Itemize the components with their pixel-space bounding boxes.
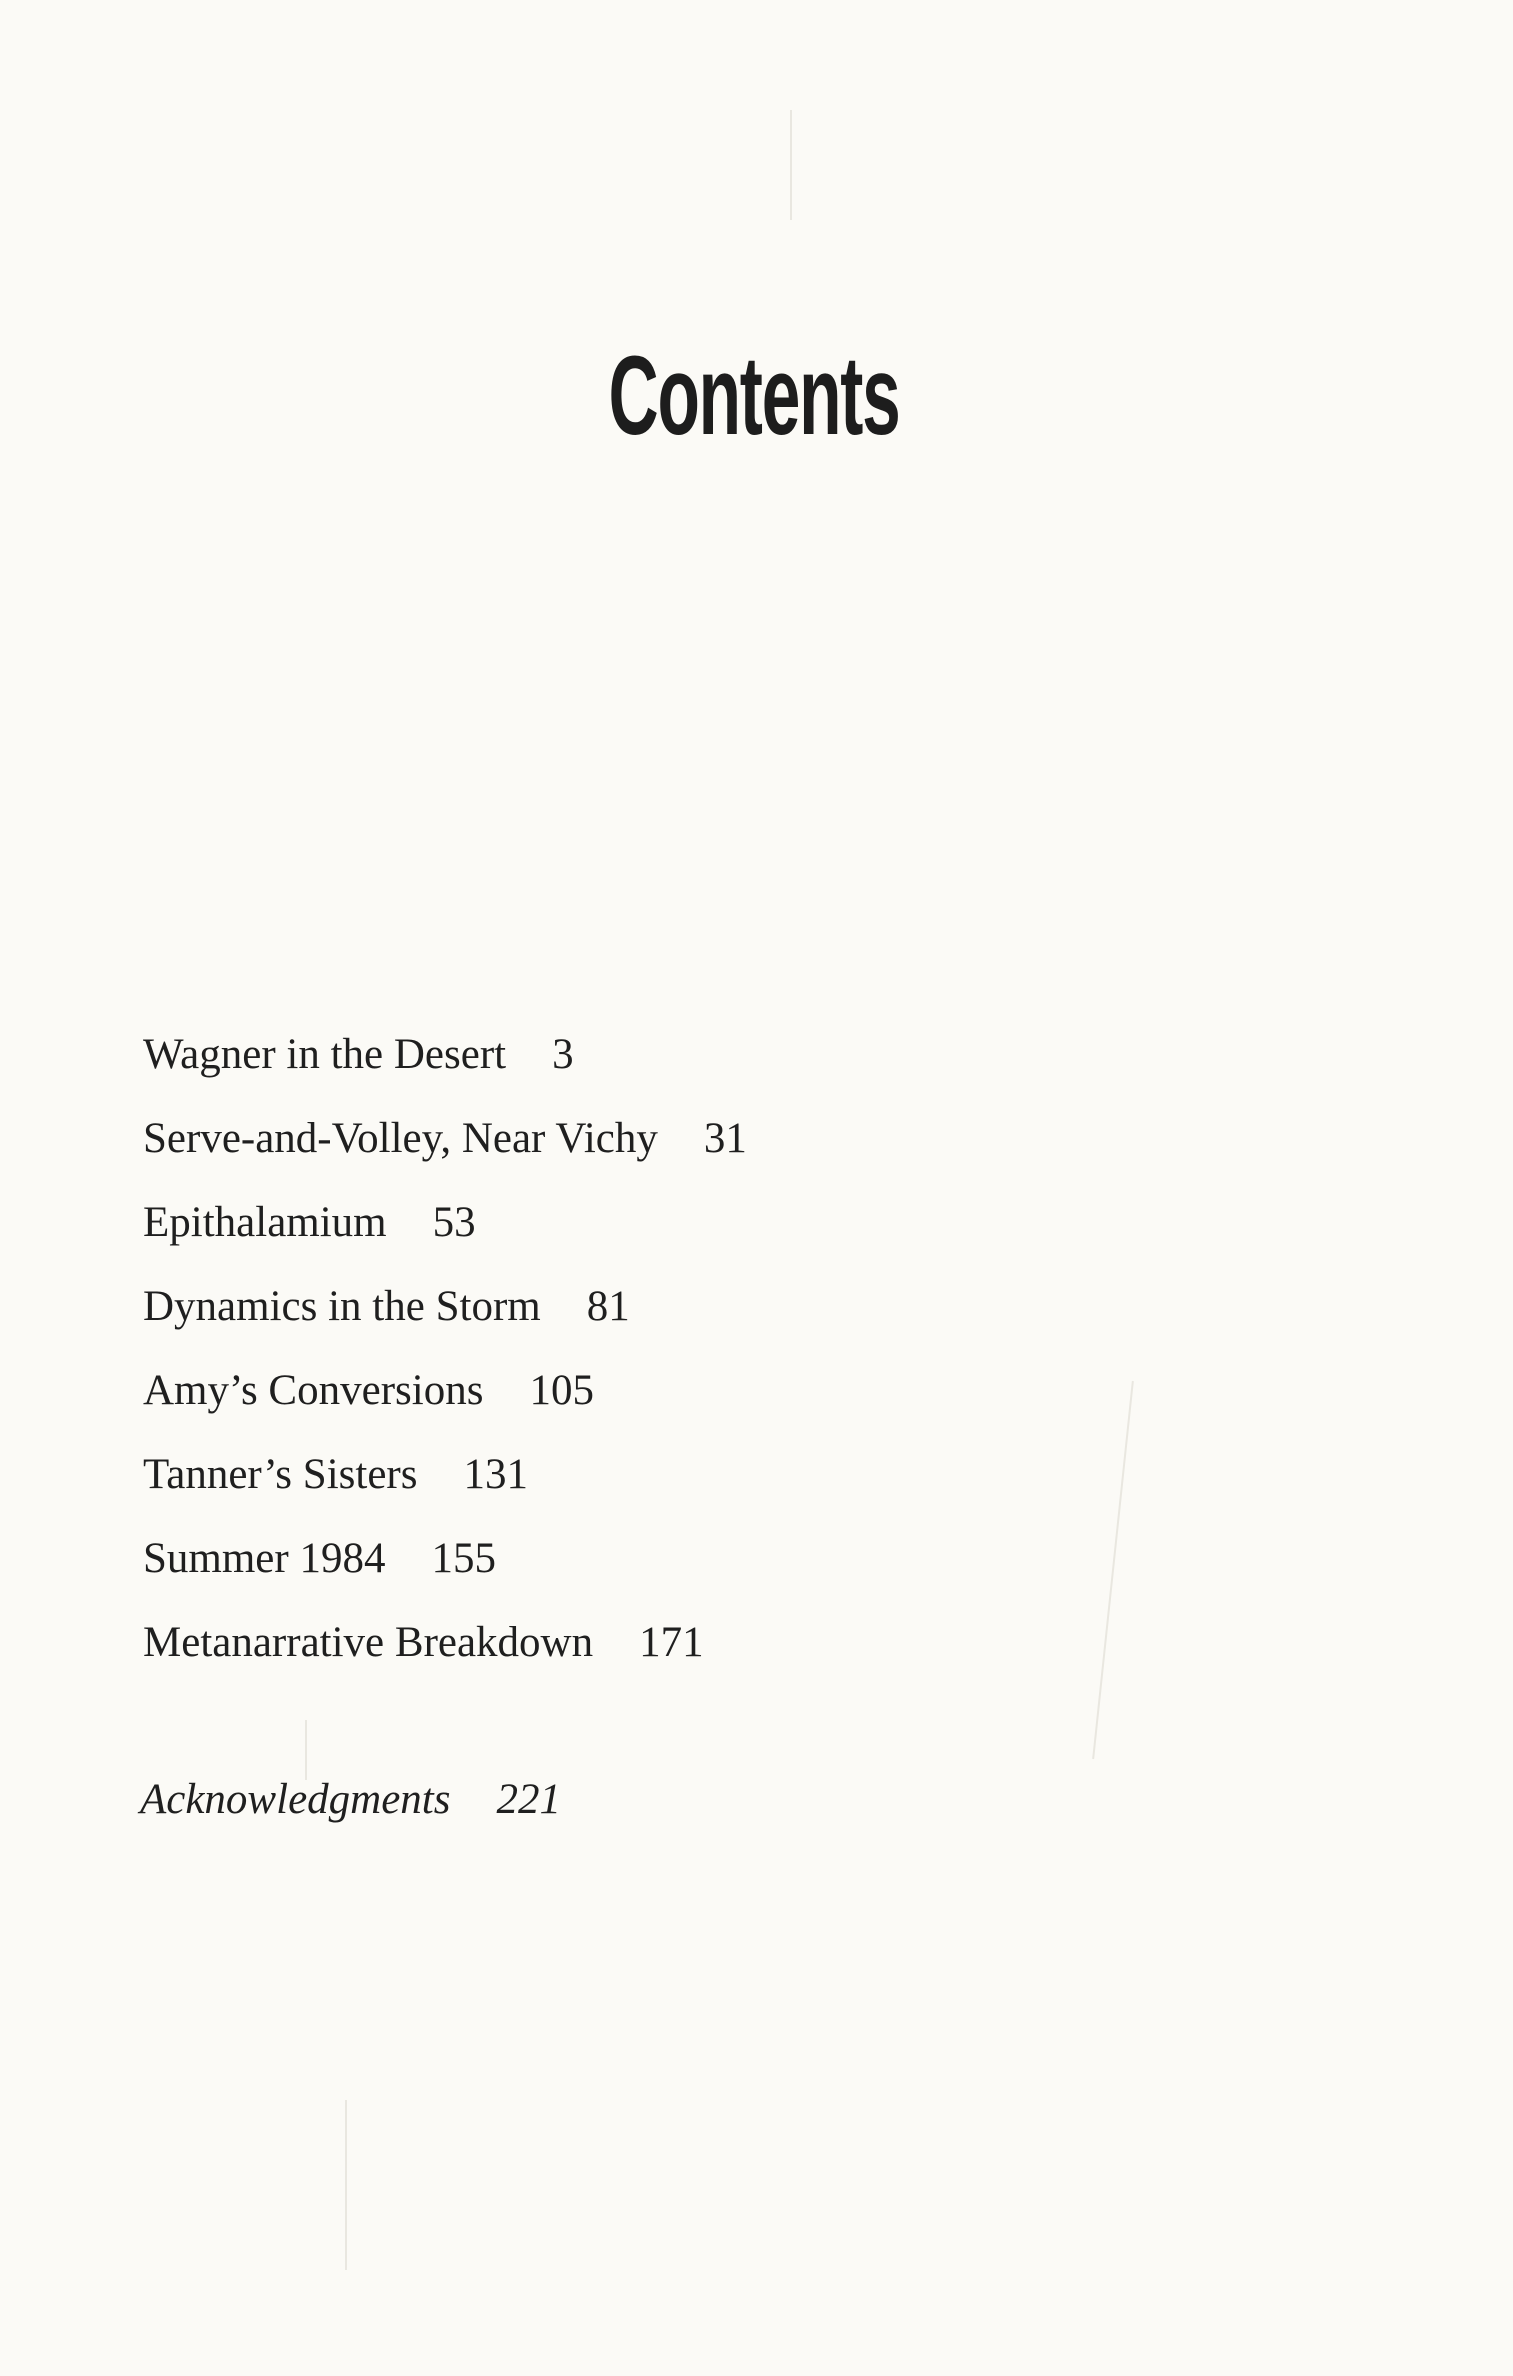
toc-entry	[143, 1272, 1143, 1356]
scan-mark	[345, 2100, 347, 2270]
entry-page: 3	[552, 1031, 574, 1078]
toc-entry	[143, 1356, 1143, 1440]
entry-page: 53	[432, 1199, 476, 1246]
entry-title: Tanner’s Sisters	[143, 1451, 418, 1498]
page-title: Contents	[608, 333, 900, 458]
entry-title: Amy’s Conversions	[143, 1367, 484, 1414]
toc-entry	[143, 1104, 1143, 1188]
acknowledgments-title: Acknowledgments	[140, 1776, 451, 1823]
toc-entry	[143, 1608, 1143, 1692]
toc-entry	[143, 1440, 1143, 1524]
scan-mark	[305, 1720, 307, 1780]
toc-entry	[143, 1020, 1143, 1104]
entry-title: Summer 1984	[143, 1535, 386, 1582]
entry-page: 171	[639, 1619, 704, 1666]
entry-page: 105	[529, 1367, 594, 1414]
entry-page: 155	[431, 1535, 496, 1582]
toc-entry	[143, 1524, 1143, 1608]
entry-title: Metanarrative Breakdown	[143, 1619, 594, 1666]
entry-title: Epithalamium	[143, 1199, 387, 1246]
entry-title: Serve-and-Volley, Near Vichy	[143, 1115, 658, 1162]
entry-page: 81	[586, 1283, 630, 1330]
entry-title: Dynamics in the Storm	[143, 1283, 541, 1330]
table-of-contents	[143, 1020, 1143, 1692]
acknowledgments-page: 221	[496, 1776, 561, 1823]
toc-entry	[143, 1188, 1143, 1272]
acknowledgments-entry	[140, 1775, 561, 1824]
entry-title: Wagner in the Desert	[143, 1031, 507, 1078]
entry-page: 31	[703, 1115, 747, 1162]
entry-page: 131	[463, 1451, 528, 1498]
scan-mark	[790, 110, 792, 220]
